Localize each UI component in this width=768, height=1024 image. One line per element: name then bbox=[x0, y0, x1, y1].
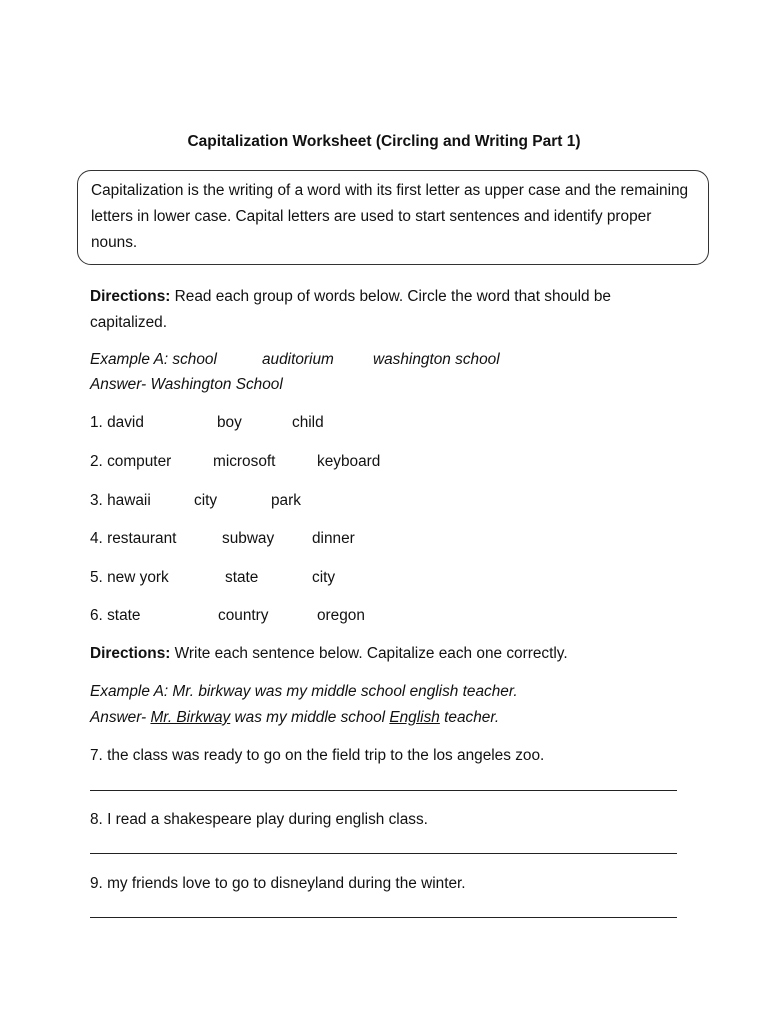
word-group-4 bbox=[90, 526, 690, 552]
word-group-word-1: 3. hawaii bbox=[90, 492, 151, 509]
definition-text: Capitalization is the writing of a word with its first letter as upper case and the remaining letters in lower case. Capital letters are used to start sentences and identify proper nouns. bbox=[91, 182, 689, 251]
answer-line-7[interactable] bbox=[90, 790, 677, 791]
directions-label: Directions: bbox=[90, 645, 171, 662]
word-group-word-3: park bbox=[271, 492, 301, 509]
word-group-3 bbox=[90, 488, 690, 514]
word-group-word-2: city bbox=[194, 492, 218, 509]
word-group-word-2: microsoft bbox=[213, 453, 276, 470]
word-group-1 bbox=[90, 410, 690, 436]
directions-text: Write each sentence below. Capitalize each one correctly. bbox=[170, 645, 568, 662]
word-group-word-1: 6. state bbox=[90, 607, 141, 624]
example-sentence-answer bbox=[90, 705, 499, 731]
sentence-7: 7. the class was ready to go on the field trip to the los angeles zoo. bbox=[90, 747, 545, 764]
answer-middle: was my middle school bbox=[230, 709, 390, 726]
word-group-word-3: dinner bbox=[312, 530, 355, 547]
answer-prefix: Answer- bbox=[90, 709, 151, 726]
example-word-1: Example A: school bbox=[90, 351, 217, 368]
example-answer: Answer- Washington School bbox=[90, 376, 283, 393]
sentence-8: 8. I read a shakespeare play during english class. bbox=[90, 811, 428, 828]
word-group-word-3: oregon bbox=[317, 607, 365, 624]
word-group-5 bbox=[90, 565, 690, 591]
page-title: Capitalization Worksheet (Circling and Writing Part 1) bbox=[187, 133, 581, 150]
word-group-word-2: subway bbox=[222, 530, 275, 547]
word-group-2 bbox=[90, 449, 690, 475]
word-group-word-1: 2. computer bbox=[90, 453, 172, 470]
sentence-9: 9. my friends love to go to disneyland during the winter. bbox=[90, 875, 466, 892]
example-row bbox=[90, 347, 690, 373]
word-group-6 bbox=[90, 603, 690, 629]
word-group-word-3: keyboard bbox=[317, 453, 381, 470]
word-group-word-1: 5. new york bbox=[90, 569, 169, 586]
example-word-2: auditorium bbox=[262, 351, 334, 368]
answer-underlined-word: English bbox=[389, 709, 440, 726]
word-group-word-2: boy bbox=[217, 414, 242, 431]
example-sentence: Example A: Mr. birkway was my middle school english teacher. bbox=[90, 683, 518, 700]
answer-line-9[interactable] bbox=[90, 917, 677, 918]
word-group-word-3: city bbox=[312, 569, 336, 586]
word-group-word-2: state bbox=[225, 569, 259, 586]
definition-box bbox=[77, 170, 709, 265]
directions-circling bbox=[90, 284, 690, 336]
directions-text: Read each group of words below. Circle the word that should be capitalized. bbox=[90, 288, 611, 331]
answer-underlined-name: Mr. Birkway bbox=[150, 709, 231, 726]
word-group-word-3: child bbox=[292, 414, 324, 431]
directions-label: Directions: bbox=[90, 288, 171, 305]
directions-writing bbox=[90, 641, 568, 667]
word-group-word-1: 1. david bbox=[90, 414, 144, 431]
answer-line-8[interactable] bbox=[90, 853, 677, 854]
word-group-word-2: country bbox=[218, 607, 269, 624]
word-group-word-1: 4. restaurant bbox=[90, 530, 177, 547]
example-word-3: washington school bbox=[373, 351, 500, 368]
answer-end: teacher. bbox=[439, 709, 500, 726]
